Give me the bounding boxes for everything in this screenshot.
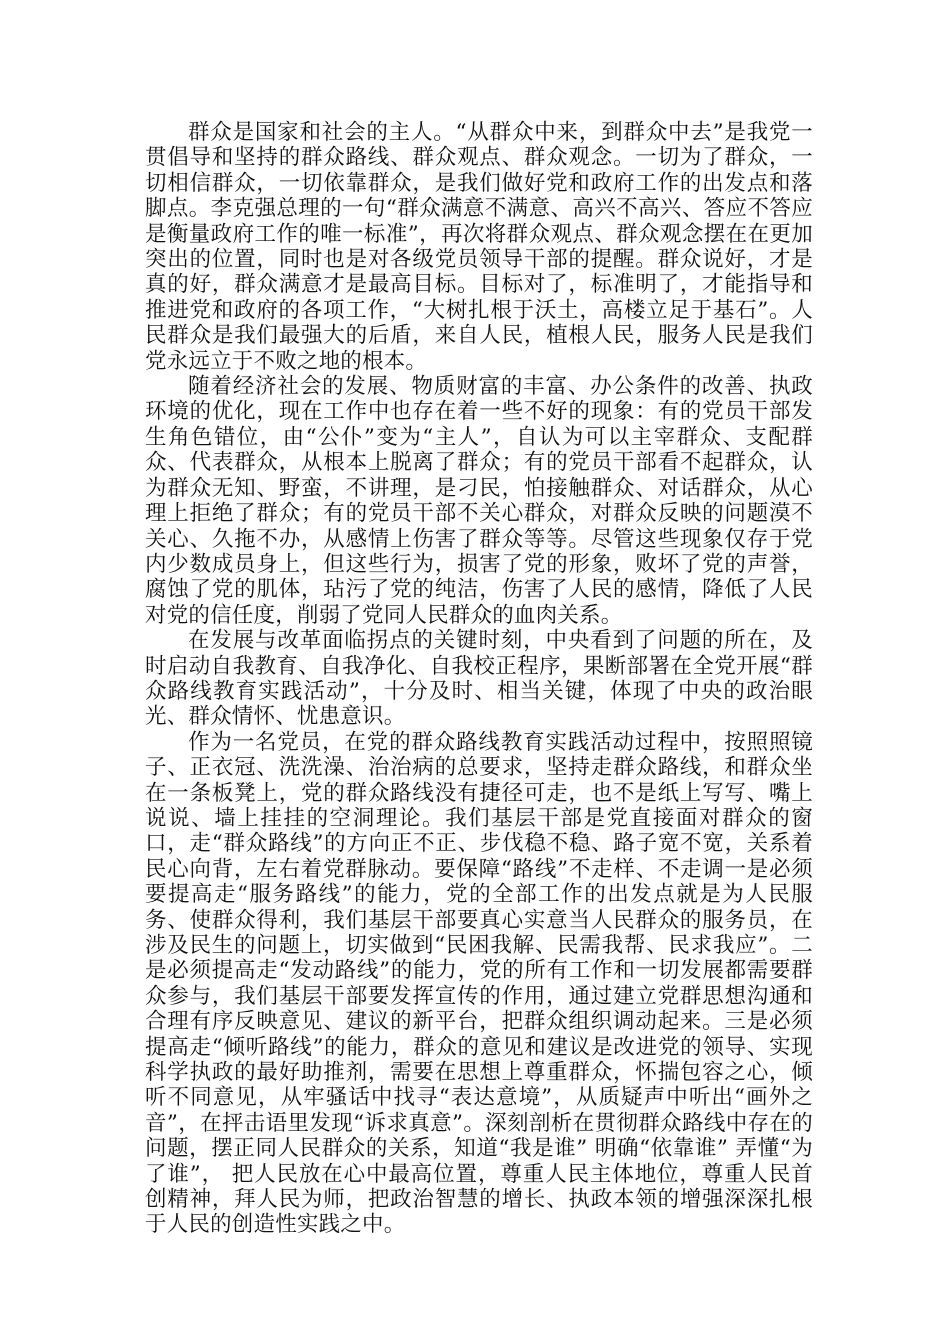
paragraph-2: 随着经济社会的发展、物质财富的丰富、办公条件的改善、执政环境的优化，现在工作中也存在着一些不好的现象：有的党员干部发生角色错位，由“公仆”变为“主人”，自认为可以主宰群众、支配群众、代表群众，从根本上脱离了群众；有的党员干部看不起群众，认为群众无知、野蛮，不讲理，是刁民，怕接触群众、对话群众，从心理上拒绝了群众；有的党员干部不关心群众，对群众反映的问题漠不关心、久拖不办，从感情上伤害了群众等等。尽管这些现象仅存于党内少数成员身上，但这些行为，损害了党的形象，败坏了党的声誉，腐蚀了党的肌体，玷污了党的纯洁，伤害了人民的感情，降低了人民对党的信任度，削弱了党同人民群众的血肉关系。 — [145, 374, 813, 628]
document-body — [145, 120, 813, 1238]
paragraph-1: 群众是国家和社会的主人。“从群众中来，到群众中去”是我党一贯倡导和坚持的群众路线、群众观点、群众观念。一切为了群众，一切相信群众，一切依靠群众，是我们做好党和政府工作的出发点和落脚点。李克强总理的一句“群众满意不满意、高兴不高兴、答应不答应是衡量政府工作的唯一标准”，再次将群众观点、群众观念摆在在更加突出的位置，同时也是对各级党员领导干部的提醒。群众说好，才是真的好，群众满意才是最高目标。目标对了，标准明了，才能指导和推进党和政府的各项工作，“大树扎根于沃土，高楼立足于基石”。人民群众是我们最强大的后盾，来自人民，植根人民，服务人民是我们党永远立于不败之地的根本。 — [145, 120, 813, 374]
paragraph-3: 在发展与改革面临拐点的关键时刻，中央看到了问题的所在，及时启动自我教育、自我净化、自我校正程序，果断部署在全党开展“群众路线教育实践活动”，十分及时、相当关键，体现了中央的政治眼光、群众情怀、忧患意识。 — [145, 628, 813, 730]
paragraph-4: 作为一名党员，在党的群众路线教育实践活动过程中，按照照镜子、正衣冠、洗洗澡、治治病的总要求，坚持走群众路线，和群众坐在一条板凳上，党的群众路线没有捷径可走，也不是纸上写写、嘴上说说、墙上挂挂的空洞理论。我们基层干部是党直接面对群众的窗口，走“群众路线”的方向正不正、步伐稳不稳、路子宽不宽，关系着民心向背，左右着党群脉动。要保障“路线”不走样、不走调一是必须要提高走“服务路线”的能力，党的全部工作的出发点就是为人民服务、使群众得利，我们基层干部要真心实意当人民群众的服务员，在涉及民生的问题上，切实做到“民困我解、民需我帮、民求我应”。二是必须提高走“发动路线”的能力，党的所有工作和一切发展都需要群众参与，我们基层干部要发挥宣传的作用，通过建立党群思想沟通和合理有序反映意见、建议的新平台，把群众组织调动起来。三是必须提高走“倾听路线”的能力，群众的意见和建议是改进党的领导、实现科学执政的最好助推剂，需要在思想上尊重群众，怀揣包容之心，倾听不同意见，从牢骚话中找寻“表达意境”，从质疑声中听出“画外之音”，在抨击语里发现“诉求真意”。深刻剖析在贯彻群众路线中存在的问题，摆正同人民群众的关系，知道“我是谁” 明确“依靠谁” 弄懂“为了谁”， 把人民放在心中最高位置，尊重人民主体地位，尊重人民首创精神，拜人民为师，把政治智慧的增长、执政本领的增强深深扎根于人民的创造性实践之中。 — [145, 729, 813, 1238]
